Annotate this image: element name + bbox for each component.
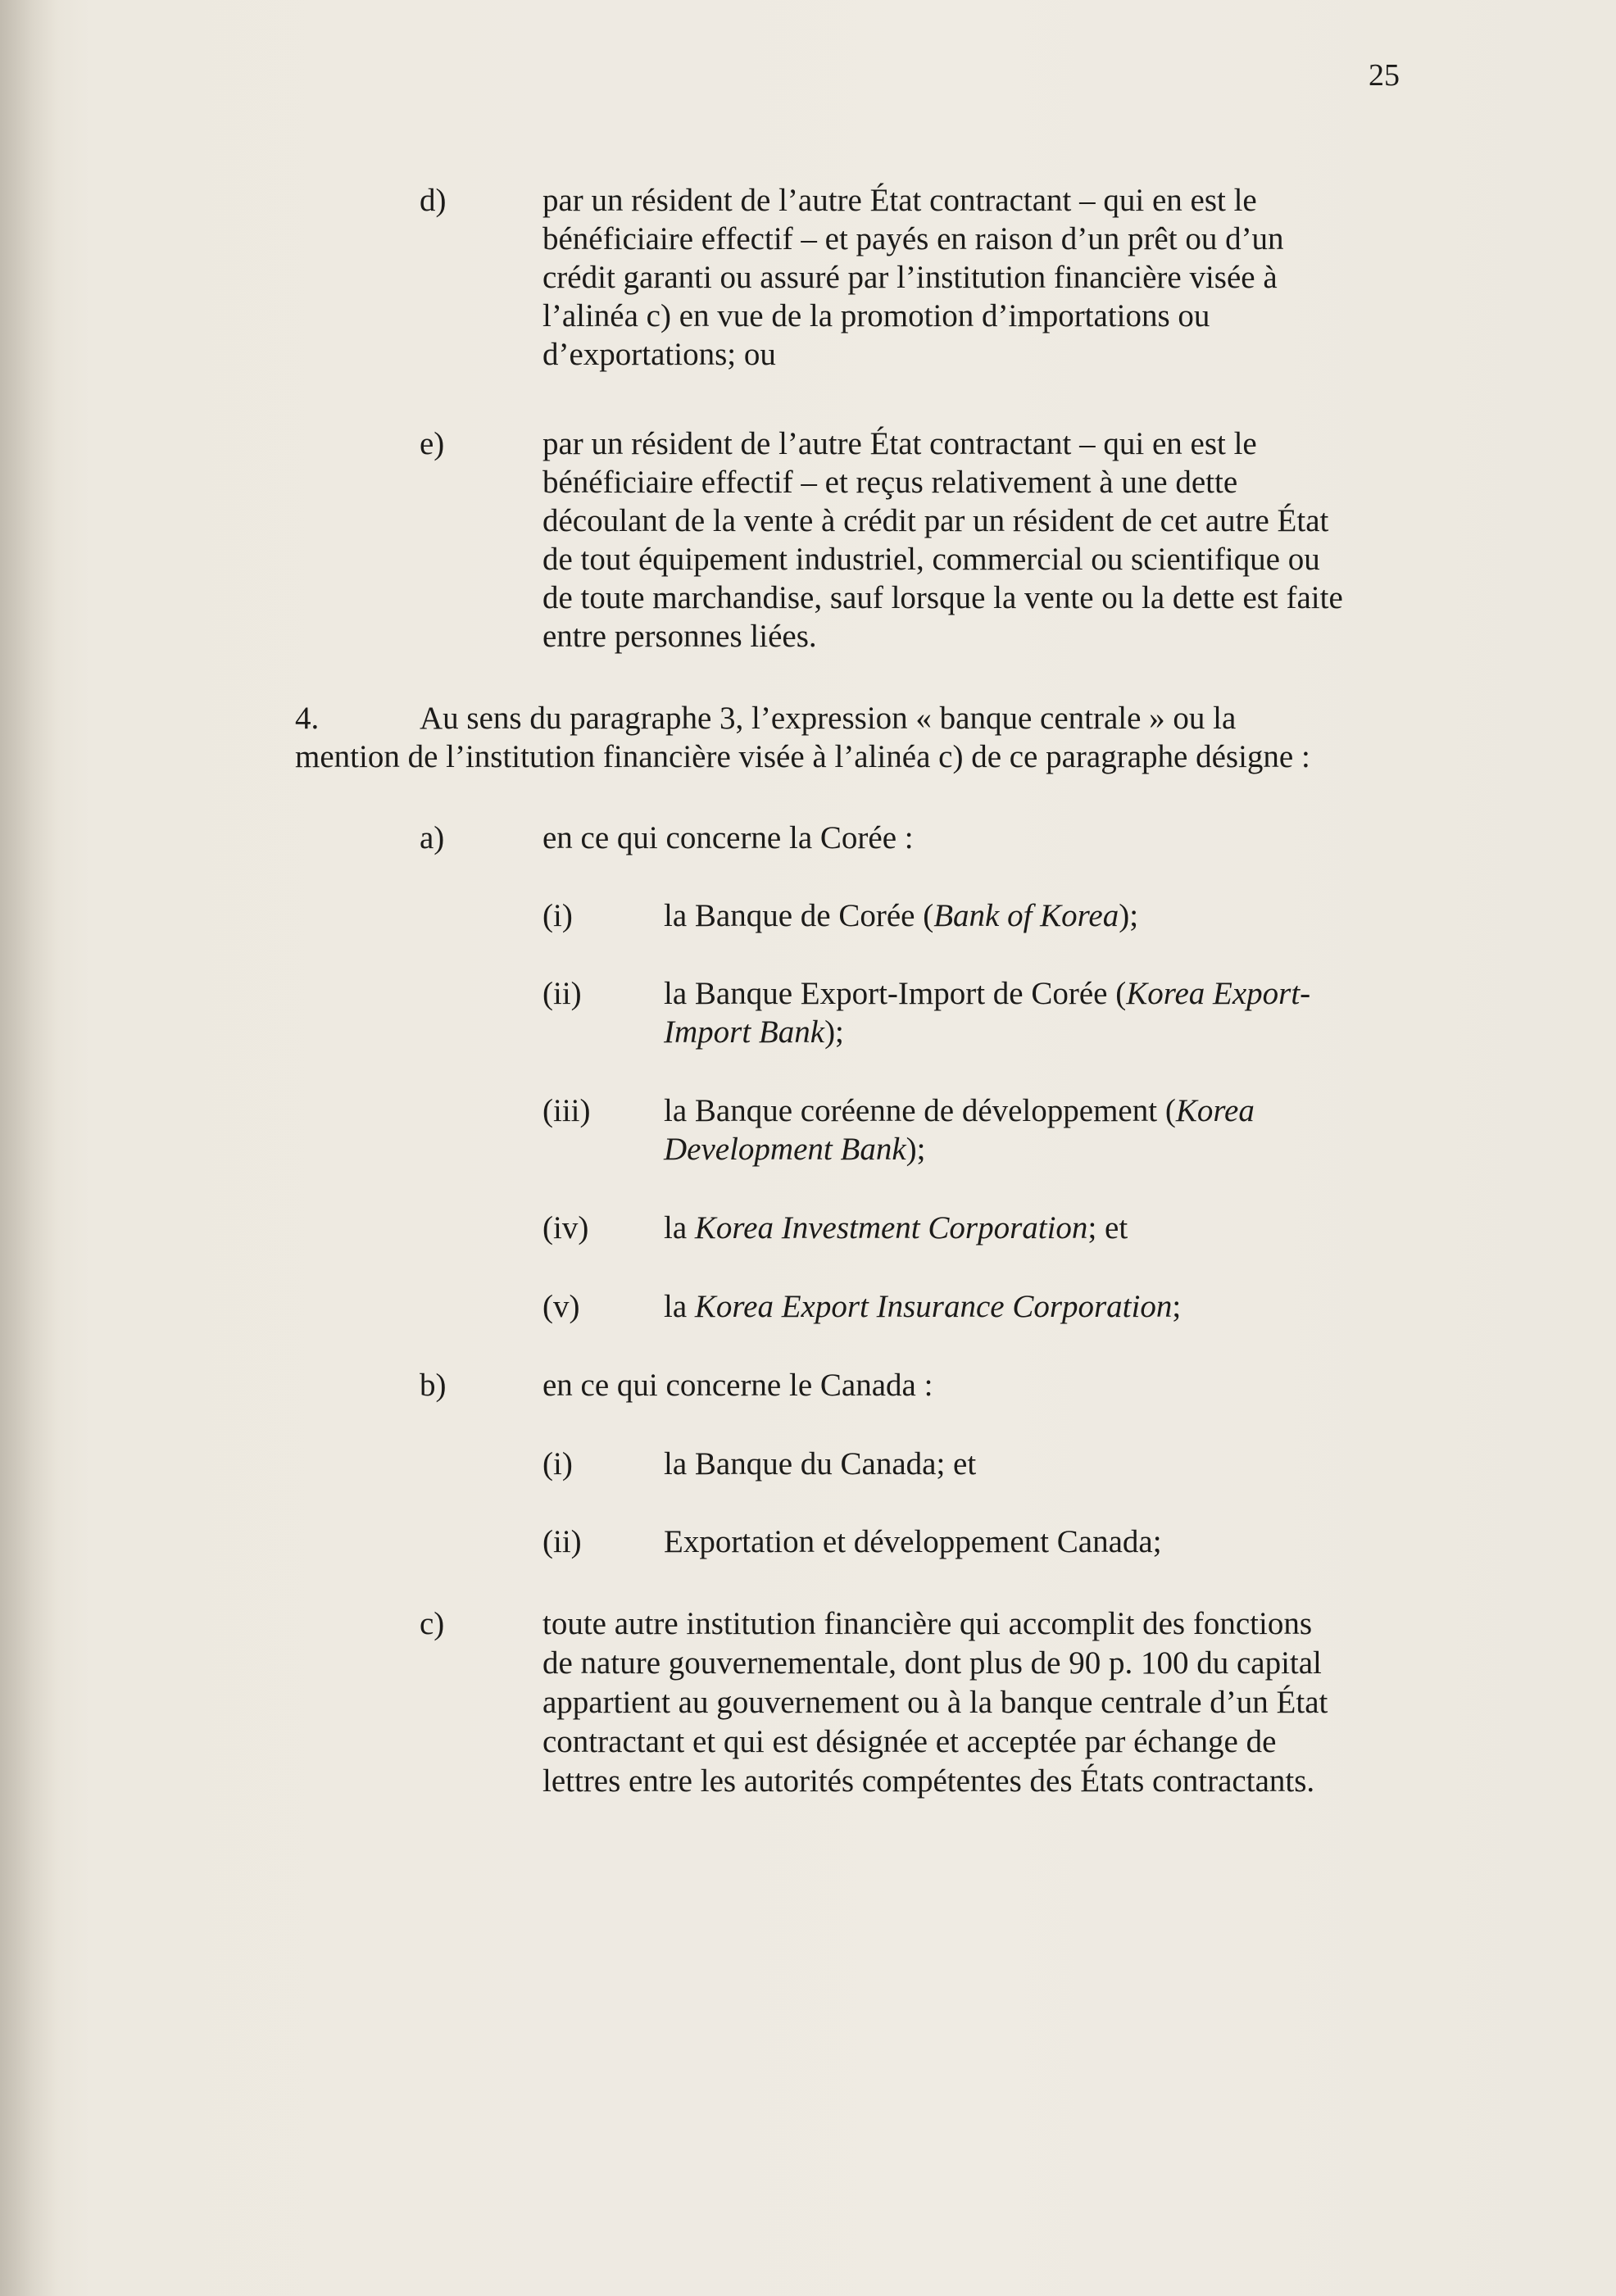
sub-c-line: de nature gouvernementale, dont plus de 90 p. 100 du capital (542, 1645, 1322, 1681)
item-e-marker: e) (420, 426, 445, 461)
paragraph-number: 4. (295, 701, 320, 736)
sub-c-line: appartient au gouvernement ou à la banque centrale d’un État (542, 1685, 1328, 1720)
page-number: 25 (1369, 58, 1400, 93)
entry-number: (i) (542, 898, 573, 933)
sub-c-line: lettres entre les autorités compétentes des États contractants. (542, 1763, 1315, 1799)
entry-number: (iii) (542, 1093, 591, 1128)
item-d-line: bénéficiaire effectif – et payés en raison d’un prêt ou d’un (542, 221, 1284, 256)
sub-a-text: en ce qui concerne la Corée : (542, 820, 914, 855)
entry-text: la Korea Export Insurance Corporation; (664, 1289, 1182, 1324)
sub-c-marker: c) (420, 1606, 445, 1641)
entry-text: la Banque de Corée (Bank of Korea); (664, 898, 1139, 933)
entry-number: (iv) (542, 1210, 589, 1246)
entry-number: (ii) (542, 976, 582, 1011)
entry-text: la Banque coréenne de développement (Korea (664, 1093, 1255, 1128)
entry-text: la Banque du Canada; et (664, 1446, 977, 1482)
sub-c-line: contractant et qui est désignée et acceptée par échange de (542, 1724, 1277, 1759)
sub-b-text: en ce qui concerne le Canada : (542, 1368, 933, 1403)
item-d-line: l’alinéa c) en vue de la promotion d’importations ou (542, 298, 1210, 334)
item-e-line: entre personnes liées. (542, 619, 817, 654)
item-d-marker: d) (420, 183, 447, 218)
item-e-line: bénéficiaire effectif – et reçus relativement à une dette (542, 465, 1238, 500)
binding-shadow (0, 0, 57, 2296)
sub-b-marker: b) (420, 1368, 447, 1403)
entry-number: (v) (542, 1289, 580, 1324)
paragraph-line: Au sens du paragraphe 3, l’expression « banque centrale » ou la (420, 701, 1237, 736)
entry-text: la Korea Investment Corporation; et (664, 1210, 1128, 1246)
entry-text: Development Bank); (664, 1132, 926, 1167)
entry-number: (i) (542, 1446, 573, 1482)
sub-a-marker: a) (420, 820, 445, 855)
item-d-line: par un résident de l’autre État contractant – qui en est le (542, 183, 1257, 218)
entry-text: la Banque Export-Import de Corée (Korea Export- (664, 976, 1311, 1011)
entry-text: Exportation et développement Canada; (664, 1524, 1162, 1559)
entry-number: (ii) (542, 1524, 582, 1559)
item-e-line: par un résident de l’autre État contractant – qui en est le (542, 426, 1257, 461)
item-e-line: découlant de la vente à crédit par un résident de cet autre État (542, 503, 1329, 538)
entry-text: Import Bank); (664, 1014, 844, 1050)
paragraph-line: mention de l’institution financière visée à l’alinéa c) de ce paragraphe désigne : (295, 739, 1310, 774)
item-e-line: de tout équipement industriel, commercial ou scientifique ou (542, 542, 1320, 577)
item-d-line: d’exportations; ou (542, 337, 776, 372)
item-e-line: de toute marchandise, sauf lorsque la vente ou la dette est faite (542, 580, 1343, 615)
sub-c-line: toute autre institution financière qui accomplit des fonctions (542, 1606, 1312, 1641)
item-d-line: crédit garanti ou assuré par l’institution financière visée à (542, 260, 1278, 295)
